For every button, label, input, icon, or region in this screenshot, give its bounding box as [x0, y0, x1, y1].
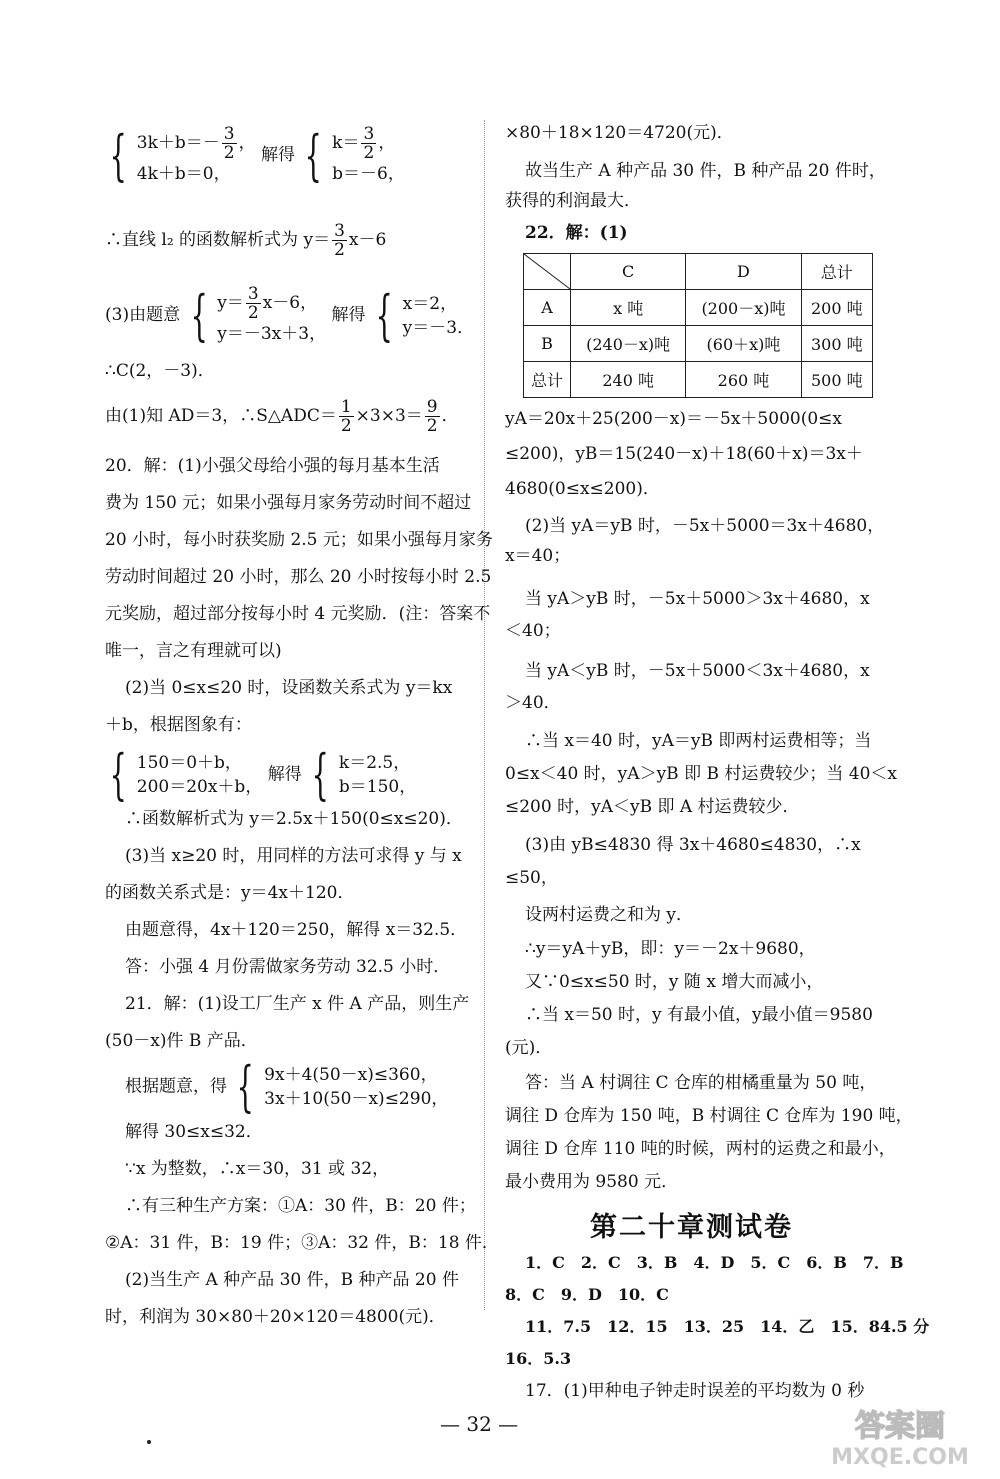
table-cell: B — [524, 326, 571, 362]
q21-line: ∵x 为整数，∴x＝30，31 或 32， — [125, 1159, 390, 1179]
q21-line: 时，利润为 30×80＋20×120＝4800(元)． — [105, 1307, 446, 1327]
answer-line: ∴当 x＝40 时，yA＝yB 即两村运费相等；当 — [525, 731, 872, 751]
svg-text:MXQE.COM: MXQE.COM — [831, 1445, 969, 1470]
answer-key-line: 11．7.5 12．15 13．25 14．乙 15．84.5 分 — [525, 1317, 930, 1336]
answer-line: 当 yA＞yB 时，－5x＋5000＞3x＋4680，x — [525, 589, 870, 609]
answer-line: ∴当 x＝50 时，y 有最小值，y最小值＝9580 — [525, 1005, 873, 1025]
answer-line: ≤50， — [505, 868, 558, 888]
answer-key-line: 16．5.3 — [505, 1349, 572, 1368]
answer-line: ≤200 时，yA＜yB 即 A 村运费较少． — [505, 797, 800, 817]
answer-line: yA＝20x＋25(200－x)＝－5x＋5000(0≤x — [505, 409, 842, 429]
q20-line: 答：小强 4 月份需做家务劳动 32.5 小时． — [125, 957, 451, 977]
answer-line: 又∵0≤x≤50 时，y 随 x 增大而减小， — [525, 972, 824, 992]
table-cell: 260 吨 — [686, 362, 801, 398]
point-c: ∴C(2，－3)． — [105, 361, 215, 381]
q21-line: ②A：31 件，B：19 件；③A：32 件，B：18 件． — [105, 1233, 499, 1253]
answer-line: ∴y＝yA＋yB，即：y＝－2x＋9680， — [525, 939, 816, 959]
table-cell: 总计 — [524, 362, 571, 398]
q20-line: ＋b，根据图象有： — [105, 715, 252, 735]
answer-line: x＝40； — [505, 546, 571, 566]
table-header-cell: 总计 — [801, 254, 872, 290]
answer-line: 答：当 A 村调往 C 仓库的柑橘重量为 50 吨， — [525, 1073, 877, 1093]
table-cell: (200－x)吨 — [686, 290, 801, 326]
chapter-title: 第二十章测试卷 — [590, 1212, 793, 1243]
table-row — [524, 290, 873, 326]
q20-line: 劳动时间超过 20 小时，那么 20 小时按每小时 2.5 — [105, 567, 492, 587]
table-header-row — [524, 254, 873, 290]
answer-line: (元)． — [505, 1038, 553, 1058]
table-header-cell: C — [571, 254, 686, 290]
watermark-logo — [815, 1400, 985, 1470]
q21-line: (50－x)件 B 产品． — [105, 1031, 258, 1051]
q21-line: ∴有三种生产方案：①A：30 件，B：20 件； — [125, 1196, 476, 1216]
answer-line: 当 yA＜yB 时，－5x＋5000＜3x＋4680，x — [525, 661, 870, 681]
answer-line: (3)由 yB≤4830 得 3x＋4680≤4830，∴x — [525, 835, 861, 855]
answer-line: 获得的利润最大． — [505, 191, 641, 211]
q20-line: 20 小时，每小时获奖励 2.5 元；如果小强每月家务 — [105, 530, 493, 550]
answer-line: ≤200)，yB＝15(240－x)＋18(60＋x)＝3x＋ — [505, 444, 863, 464]
svg-text:答案圈: 答案圈 — [855, 1409, 945, 1444]
line-l2-function: ∴直线 l₂ 的函数解析式为 y＝ $\frac{3}{2}$ x－6 — [105, 221, 387, 260]
q20-line: 由题意得，4x＋120＝250，解得 x＝32.5． — [125, 920, 468, 940]
table-header-cell: D — [686, 254, 801, 290]
answer-line: 设两村运费之和为 y． — [525, 905, 694, 925]
system-equation-2: (3)由题意 { y＝ $\frac{3}{2}$ x－6， y＝－3x＋3， 解得 { x＝2， y＝－3． — [105, 283, 475, 347]
q21-line: (2)当生产 A 种产品 30 件，B 种产品 20 件 — [125, 1270, 459, 1290]
q20-line: 20．解：(1)小强父母给小强的每月基本生活 — [105, 456, 440, 476]
answer-line: ＜40； — [505, 621, 561, 641]
q20-line: 的函数关系式是：y＝4x＋120． — [105, 883, 355, 903]
system-inequality: 根据题意，得 { 9x＋4(50－x)≤360， 3x＋10(50－x)≤290， — [125, 1055, 449, 1118]
table-cell: (240－x)吨 — [571, 326, 686, 362]
table-row — [524, 362, 873, 398]
q20-line: 元奖励，超过部分按每小时 4 元奖励．(注：答案不 — [105, 604, 491, 624]
table-cell: 200 吨 — [801, 290, 872, 326]
stray-dot — [147, 1440, 151, 1444]
q21-line: 解得 30≤x≤32． — [125, 1122, 263, 1142]
answer-line: ＞40． — [505, 693, 561, 713]
answer-line: 0≤x＜40 时，yA＞yB 即 B 村运费较少；当 40＜x — [505, 764, 897, 784]
table-cell: 240 吨 — [571, 362, 686, 398]
answer-line: 故当生产 A 种产品 30 件，B 种产品 20 件时， — [525, 161, 886, 181]
table-cell: x 吨 — [571, 290, 686, 326]
answer-line: 调往 D 仓库 110 吨的时候，两村的运费之和最小， — [505, 1139, 896, 1159]
answer-line: 最小费用为 9580 元． — [505, 1172, 679, 1192]
table-row — [524, 326, 873, 362]
answer-key-line: 1．C 2．C 3．B 4．D 5．C 6．B 7．B — [525, 1253, 904, 1272]
system-equation-1: { 3k＋b＝－ $\frac{3}{2}$ ， 4k＋b＝0， 解得 { k＝ $\frac{3}{2}$ ， b＝－6， — [109, 123, 405, 187]
page-number: — 32 — — [440, 1412, 519, 1436]
q20-line: 费为 150 元；如果小强每月家务劳动时间不超过 — [105, 493, 472, 513]
table-cell: 500 吨 — [801, 362, 872, 398]
column-divider — [484, 120, 485, 1310]
area-calculation: 由(1)知 AD＝3，∴S△ADC＝ $\frac{1}{2}$ ×3×3＝ $\frac{9}{2}$ ． — [105, 397, 459, 436]
q20-line: (2)当 0≤x≤20 时，设函数关系式为 y＝kx — [125, 678, 453, 698]
answer-line: 调往 D 仓库为 150 吨，B 村调往 C 仓库为 190 吨， — [505, 1106, 913, 1126]
answer-key-line: 8．C 9．D 10．C — [505, 1285, 669, 1304]
freight-table — [523, 253, 873, 398]
q20-line: (3)当 x≥20 时，用同样的方法可求得 y 与 x — [125, 846, 462, 866]
table-cell: 300 吨 — [801, 326, 872, 362]
q22-heading: 22．解：(1) — [525, 223, 628, 243]
table-cell: (60＋x)吨 — [686, 326, 801, 362]
q20-line: 唯一，言之有理就可以) — [105, 641, 282, 661]
answer-key-line: 17．(1)甲种电子钟走时误差的平均数为 0 秒 — [525, 1381, 865, 1401]
answer-line: (2)当 yA＝yB 时，－5x＋5000＝3x＋4680， — [525, 516, 885, 536]
table-cell: A — [524, 290, 571, 326]
q20-line: ∴函数解析式为 y＝2.5x＋150(0≤x≤20)． — [125, 809, 463, 829]
answer-line: 4680(0≤x≤200)． — [505, 479, 660, 499]
table-corner-cell — [524, 254, 571, 290]
system-equation-3: { 150＝0＋b， 200＝20x＋b， 解得 { k＝2.5， b＝150， — [109, 743, 417, 806]
q21-line: 21．解：(1)设工厂生产 x 件 A 产品，则生产 — [125, 994, 470, 1014]
answer-line: ×80＋18×120＝4720(元)． — [505, 123, 734, 143]
